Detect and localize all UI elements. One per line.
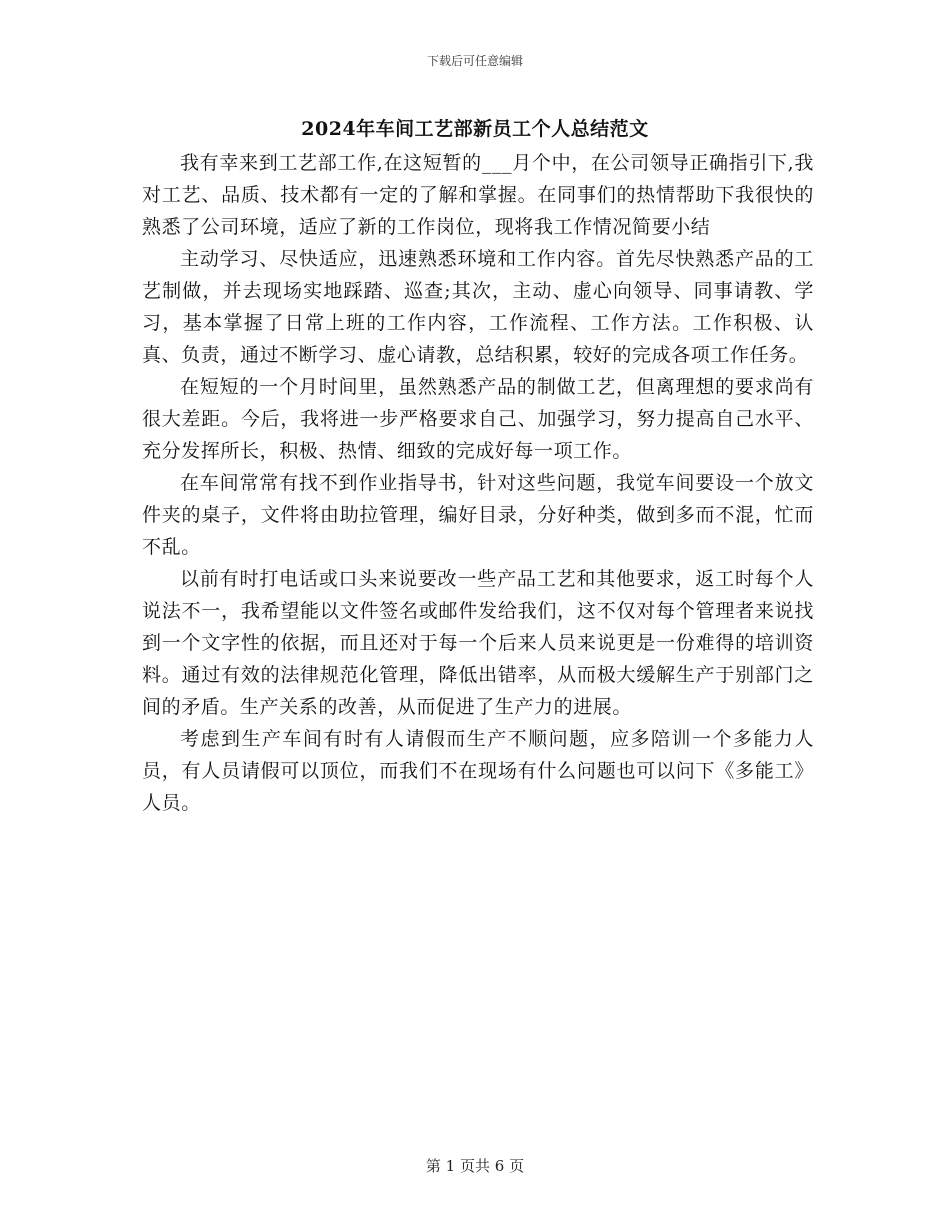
paragraph: 在短短的一个月时间里，虽然熟悉产品的制做工艺，但离理想的要求尚有很大差距。今后，我将进一步严格要求自己、加强学习，努力提高自己水平、充分发挥所长，积极、热情、细致的完成好每一项工作。 xyxy=(142,376,814,462)
paragraph: 在车间常常有找不到作业指导书，针对这些问题，我觉车间要设一个放文件夹的桌子，文件将由助拉管理，编好目录，分好种类，做到多而不混，忙而不乱。 xyxy=(142,472,814,558)
paragraph: 考虑到生产车间有时有人请假而生产不顺问题，应多陪训一个多能力人员，有人员请假可以顶位，而我们不在现场有什么问题也可以问下《多能工》人员。 xyxy=(142,728,814,814)
paragraph: 我有幸来到工艺部工作,在这短暂的___月个中，在公司领导正确指引下,我对工艺、品质、技术都有一定的了解和掌握。在同事们的热情帮助下我很快的熟悉了公司环境，适应了新的工作岗位，现将我工作情况简要小结 xyxy=(142,152,814,238)
document-title: 2024年车间工艺部新员工个人总结范文 xyxy=(301,118,649,140)
header-note: 下载后可任意编辑 xyxy=(426,54,523,68)
paragraph: 以前有时打电话或口头来说要改一些产品工艺和其他要求，返工时每个人说法不一，我希望能以文件签名或邮件发给我们，这不仅对每个管理者来说找到一个文字性的依据，而且还对于每一个后来人员来说更是一份难得的培训资料。通过有效的法律规范化管理，降低出错率，从而极大缓解生产于别部门之间的矛盾。生产关系的改善，从而促进了生产力的进展。 xyxy=(142,568,814,718)
paragraph: 主动学习、尽快适应，迅速熟悉环境和工作内容。首先尽快熟悉产品的工艺制做，并去现场实地踩踏、巡查;其次，主动、虚心向领导、同事请教、学习，基本掌握了日常上班的工作内容，工作流程、工作方法。工作积极、认真、负责，通过不断学习、虚心请教，总结积累，较好的完成各项工作任务。 xyxy=(142,248,814,366)
page-indicator: 第 1 页共 6 页 xyxy=(425,1157,525,1175)
document-body xyxy=(142,147,814,819)
